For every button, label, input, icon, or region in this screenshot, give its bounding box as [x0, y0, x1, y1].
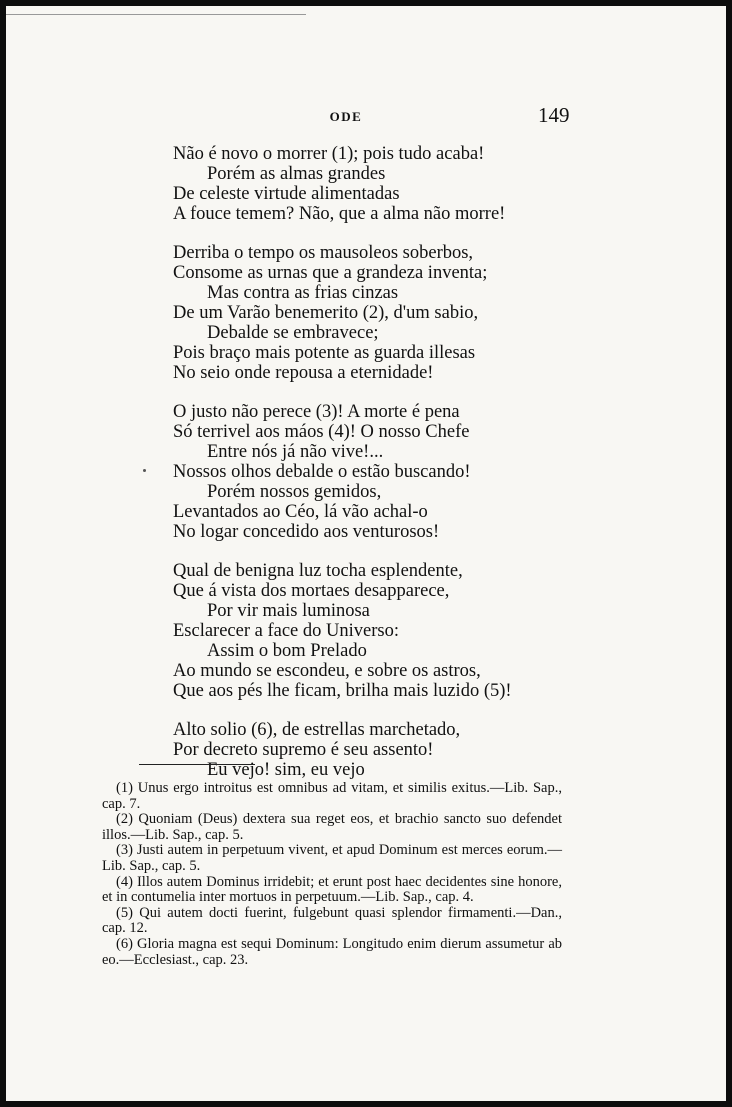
poem-line: De um Varão benemerito (2), d'um sabio, — [173, 303, 479, 323]
poem-line: Assim o bom Prelado — [207, 641, 367, 661]
poem-line: O justo não perece (3)! A morte é pena — [173, 402, 460, 422]
stanza — [173, 402, 593, 542]
poem-line: Só terrivel aos máos (4)! O nosso Chefe — [173, 422, 470, 442]
poem-body — [173, 144, 593, 799]
poem-line: Por vir mais luminosa — [207, 601, 370, 621]
poem-line: Eu vejo! sim, eu vejo — [207, 760, 365, 780]
poem-line: A fouce temem? Não, que a alma não morre! — [173, 204, 506, 224]
stanza — [173, 243, 593, 383]
poem-line: Que á vista dos mortaes desapparece, — [173, 581, 450, 601]
poem-line: No seio onde repousa a eternidade! — [173, 363, 434, 383]
scan-edge-line — [6, 14, 306, 15]
footnotes — [102, 781, 562, 968]
running-title: ODE — [329, 109, 363, 124]
poem-line: Porém as almas grandes — [207, 164, 386, 184]
stanza — [173, 561, 593, 701]
poem-line: Derriba o tempo os mausoleos soberbos, — [173, 243, 474, 263]
poem-line: Entre nós já não vive!... — [207, 442, 384, 462]
poem-line: Mas contra as frias cinzas — [207, 283, 399, 303]
footnote: (2) Quoniam (Deus) dextera sua reget eos, et brachio sancto suo defendet illos.—Lib. Sap., cap. 5. — [102, 811, 562, 843]
stanza — [173, 720, 593, 780]
poem-line: Pois braço mais potente as guarda illesas — [173, 343, 476, 363]
poem-line: Qual de benigna luz tocha esplendente, — [173, 561, 463, 581]
footnote: (3) Justi autem in perpetuum vivent, et apud Dominum est merces eorum.—Lib. Sap., cap. 5. — [102, 842, 562, 874]
footnote: (1) Unus ergo introitus est omnibus ad vitam, et similis exitus.—Lib. Sap., cap. 7. — [102, 780, 562, 812]
poem-line: Ao mundo se escondeu, e sobre os astros, — [173, 661, 481, 681]
stanza — [173, 144, 593, 224]
poem-line: No logar concedido aos venturosos! — [173, 522, 440, 542]
poem-line: Debalde se embravece; — [207, 323, 379, 343]
poem-line: Não é novo o morrer (1); pois tudo acaba! — [173, 144, 485, 164]
poem-line: De celeste virtude alimentadas — [173, 184, 400, 204]
page-number: 149 — [538, 103, 570, 127]
poem-line: Nossos olhos debalde o estão buscando! — [173, 462, 471, 482]
book-page — [6, 6, 726, 1101]
poem-line: Consome as urnas que a grandeza inventa; — [173, 263, 488, 283]
footnote: (5) Qui autem docti fuerint, fulgebunt quasi splendor firmamenti.—Dan., cap. 12. — [102, 904, 562, 937]
footnote-rule — [139, 764, 255, 765]
footnote: (4) Illos autem Dominus irridebit; et erunt post haec decidentes sine honore, et in contumelia inter mortuos in perpetuum.—Lib. Sap., cap. 4. — [102, 873, 562, 906]
poem-line: Porém nossos gemidos, — [207, 482, 382, 502]
poem-line: Levantados ao Céo, lá vão achal-o — [173, 502, 428, 522]
ink-speck — [143, 469, 146, 472]
footnote: (6) Gloria magna est sequi Dominum: Longitudo enim dierum assumetur ab eo.—Ecclesiast., cap. 23. — [102, 935, 562, 968]
poem-line: Alto solio (6), de estrellas marchetado, — [173, 720, 461, 740]
poem-line: Por decreto supremo é seu assento! — [173, 740, 434, 760]
poem-line: Esclarecer a face do Universo: — [173, 621, 399, 641]
poem-line: Que aos pés lhe ficam, brilha mais luzido (5)! — [173, 681, 512, 701]
